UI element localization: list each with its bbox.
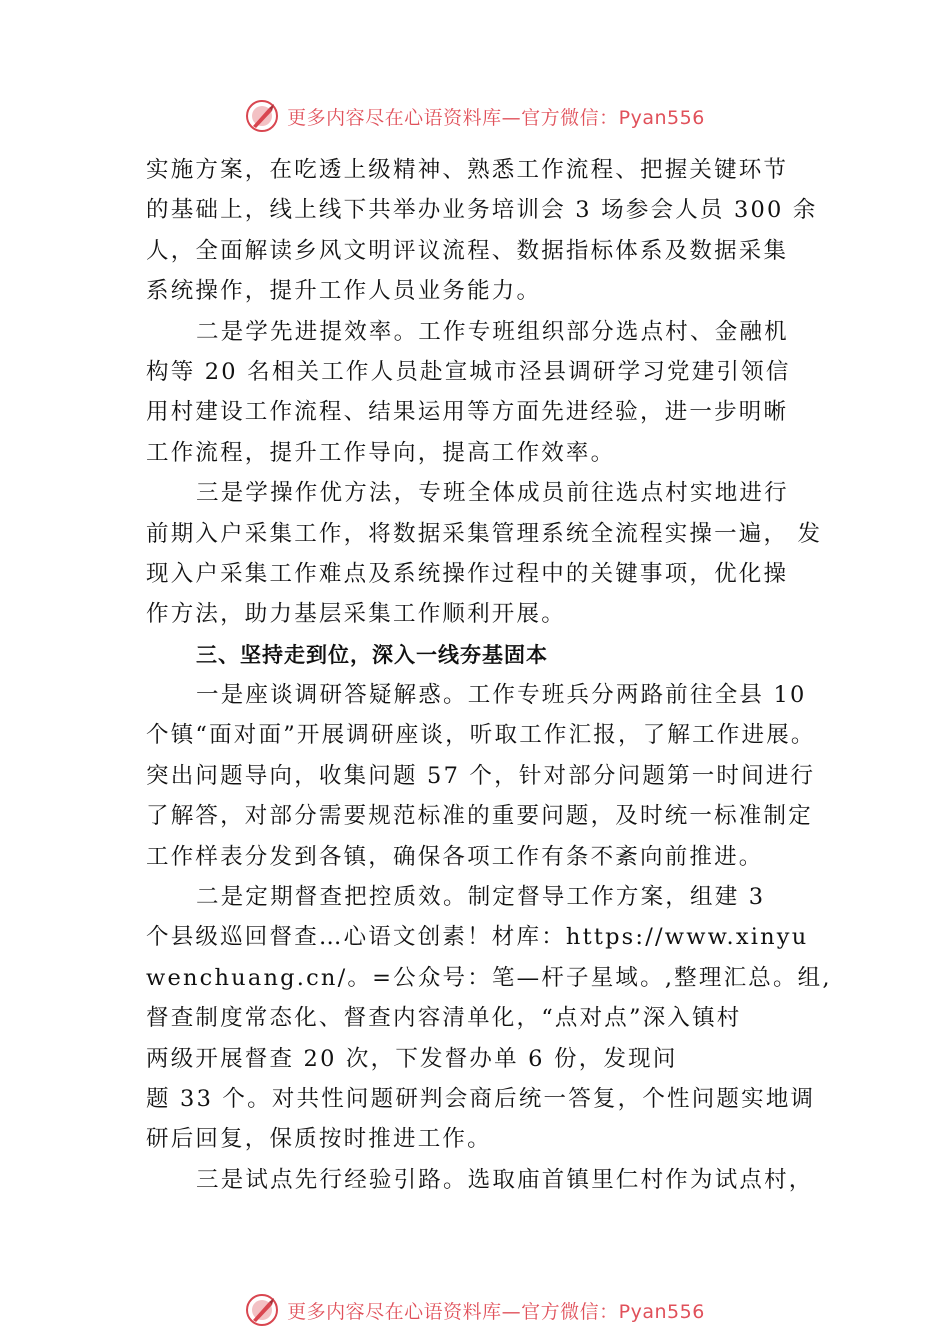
text-line: 三是学操作优方法，专班全体成员前往选点村实地进行 xyxy=(196,480,789,507)
text-line: 两级开展督查 20 次，下发督办单 6 份，发现问 xyxy=(146,1045,678,1072)
text-line: 题 33 个。对共性问题研判会商后统一答复，个性问题实地调 xyxy=(146,1085,816,1112)
text-line: wenchuang.cn/。=公众号：笔—杆子星域。,整理汇总。组, xyxy=(146,964,832,991)
text-line: 工作样表分发到各镇，确保各项工作有条不紊向前推进。 xyxy=(146,843,764,870)
watermark-text: 更多内容尽在心语资料库—官方微信：Pyan556 xyxy=(287,1300,705,1323)
text-line: 用村建设工作流程、结果运用等方面先进经验，进一步明晰 xyxy=(146,399,789,426)
text-line: 三是试点先行经验引路。选取庙首镇里仁村作为试点村， xyxy=(196,1166,814,1193)
text-line: 督查制度常态化、督查内容清单化，“点对点”深入镇村 xyxy=(146,1005,742,1032)
section-heading: 三、坚持走到位，深入一线夯基固本 xyxy=(196,642,548,667)
text-line: 系统操作，提升工作人员业务能力。 xyxy=(146,278,542,305)
text-line: 前期入户采集工作，将数据采集管理系统全流程实操一遍， 发 xyxy=(146,520,823,547)
text-line: 了解答，对部分需要规范标准的重要问题，及时统一标准制定 xyxy=(146,803,813,830)
text-line: 工作流程，提升工作导向，提高工作效率。 xyxy=(146,439,616,466)
pen-quill-icon xyxy=(245,1293,279,1327)
text-line: 个县级巡回督查…心语文创素！材库：https://www.xinyu xyxy=(146,924,809,951)
text-line: 构等 20 名相关工作人员赴宣城市泾县调研学习党建引领信 xyxy=(146,358,791,385)
text-line: 个镇“面对面”开展调研座谈，听取工作汇报，了解工作进展。 xyxy=(146,722,816,749)
text-line: 突出问题导向，收集问题 57 个，针对部分问题第一时间进行 xyxy=(146,762,816,789)
footer-watermark-banner xyxy=(0,1290,950,1330)
text-line: 的基础上，线上线下共举办业务培训会 3 场参会人员 300 余 xyxy=(146,197,818,224)
document-body xyxy=(146,150,832,1200)
text-line: 一是座谈调研答疑解惑。工作专班兵分两路前往全县 10 xyxy=(196,682,807,709)
text-line: 二是学先进提效率。工作专班组织部分选点村、金融机 xyxy=(196,318,789,345)
text-line: 现入户采集工作难点及系统操作过程中的关键事项，优化操 xyxy=(146,560,789,587)
text-line: 实施方案，在吃透上级精神、熟悉工作流程、把握关键环节 xyxy=(146,157,789,183)
text-line: 二是定期督查把控质效。制定督导工作方案，组建 3 xyxy=(196,884,766,911)
pen-quill-icon xyxy=(245,99,279,133)
header-watermark-banner xyxy=(0,96,950,136)
text-line: 研后回复，保质按时推进工作。 xyxy=(146,1126,492,1153)
text-line: 作方法，助力基层采集工作顺利开展。 xyxy=(146,601,566,628)
watermark-text: 更多内容尽在心语资料库—官方微信：Pyan556 xyxy=(287,106,705,129)
text-line: 人，全面解读乡风文明评议流程、数据指标体系及数据采集 xyxy=(146,237,789,264)
